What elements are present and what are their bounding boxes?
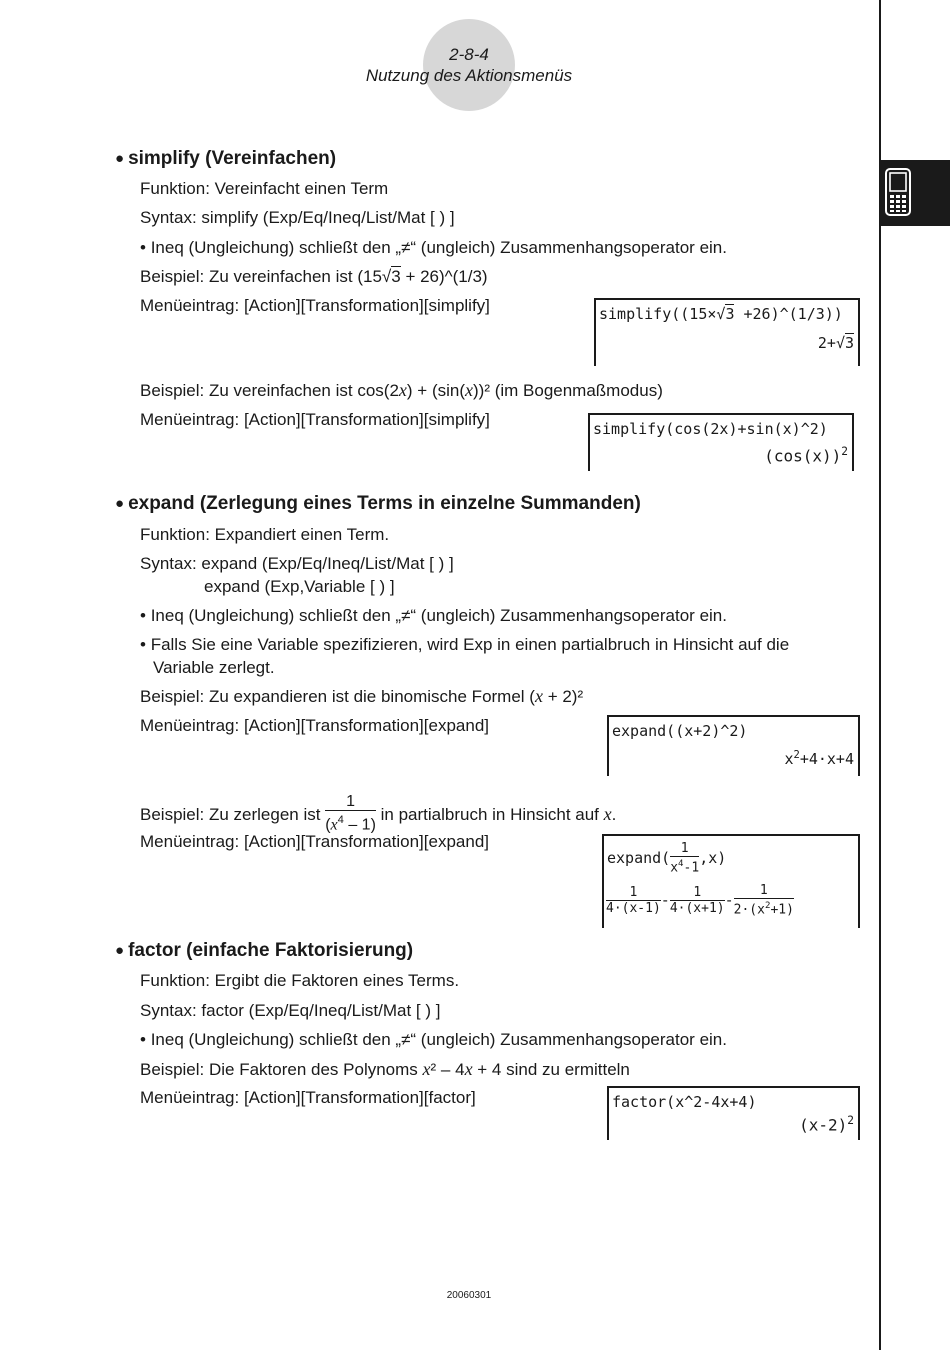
simplify-bullet: • Ineq (Ungleichung) schließt den „≠“ (ungleich) Zusammenhangsoperator ein. bbox=[140, 238, 727, 257]
screen-factor bbox=[607, 1086, 860, 1140]
screen-expand-1 bbox=[607, 715, 860, 776]
chapter-tab bbox=[881, 160, 950, 226]
expand-heading: ● expand (Zerlegung eines Terms in einzelne Summanden) bbox=[115, 493, 641, 514]
factor-bullet: • Ineq (Ungleichung) schließt den „≠“ (ungleich) Zusammenhangsoperator ein. bbox=[140, 1030, 727, 1049]
screen-input: expand( $\frac{1}{x^4-1}$ ,x) bbox=[607, 841, 727, 876]
expand-example-1: Beispiel: Zu expandieren ist die binomische Formel (x + 2)² bbox=[140, 686, 584, 706]
factor-syntax: Syntax: factor (Exp/Eq/Ineq/List/Mat [ ) ] bbox=[140, 1001, 441, 1020]
screen-simplify-1 bbox=[594, 298, 860, 366]
expand-bullet-2: • Falls Sie eine Variable spezifizieren, wird Exp in einen partialbruch in Hinsicht auf die bbox=[140, 635, 790, 654]
screen-output: $\frac{1}{4\cdot(x-1)}$ - $\frac{1}{4\cdot(x+1)}$ - $\frac{1}{2\cdot(x^2+1)}$ bbox=[606, 883, 794, 918]
header-circle bbox=[423, 19, 515, 111]
screen-output: $(x-2)^2$ bbox=[799, 1114, 854, 1135]
calculator-icon bbox=[885, 168, 911, 216]
screen-simplify-2 bbox=[588, 413, 854, 471]
factor-function: Funktion: Ergibt die Faktoren eines Terms. bbox=[140, 971, 460, 990]
screen-input: simplify((15×√3 +26)^(1/3)) bbox=[599, 305, 843, 323]
simplify-menu-1: Menüeintrag: [Action][Transformation][simplify] bbox=[140, 296, 490, 315]
screen-output: 2+√3 bbox=[817, 334, 854, 352]
expand-menu-2: Menüeintrag: [Action][Transformation][expand] bbox=[140, 832, 489, 851]
screen-output: $x^2+4\cdot x+4$ bbox=[784, 749, 854, 768]
footer-date: 20060301 bbox=[446, 1290, 492, 1301]
simplify-example-1: Beispiel: Zu vereinfachen ist (15√3 + 26)^(1/3) bbox=[140, 267, 488, 286]
simplify-example-2: Beispiel: Zu vereinfachen ist cos(2x) + (sin(x))² (im Bogenmaßmodus) bbox=[140, 380, 663, 400]
screen-input: simplify(cos(2x)+sin(x)^2) bbox=[593, 420, 828, 438]
simplify-syntax: Syntax: simplify (Exp/Eq/Ineq/List/Mat [ ) ] bbox=[140, 208, 455, 227]
expand-bullet-1: • Ineq (Ungleichung) schließt den „≠“ (ungleich) Zusammenhangsoperator ein. bbox=[140, 606, 727, 625]
expand-function: Funktion: Expandiert einen Term. bbox=[140, 525, 390, 544]
expand-syntax-2: expand (Exp,Variable [ ) ] bbox=[204, 577, 395, 596]
screen-expand-2 bbox=[602, 834, 860, 928]
expand-example-2: Beispiel: Zu zerlegen ist $\frac{1}{(x^4 - 1)}$ in partialbruch in Hinsicht auf x. bbox=[140, 792, 617, 834]
screen-input: expand((x+2)^2) bbox=[612, 722, 748, 740]
expand-bullet-2-cont: Variable zerlegt. bbox=[153, 658, 275, 677]
factor-menu: Menüeintrag: [Action][Transformation][factor] bbox=[140, 1088, 476, 1107]
expand-menu-1: Menüeintrag: [Action][Transformation][expand] bbox=[140, 716, 489, 735]
simplify-heading: ● simplify (Vereinfachen) bbox=[115, 148, 337, 169]
screen-input: factor(x^2-4x+4) bbox=[612, 1093, 757, 1111]
expand-syntax-1: Syntax: expand (Exp/Eq/Ineq/List/Mat [ ) ] bbox=[140, 554, 454, 573]
page-title: Nutzung des Aktionsmenüs bbox=[365, 66, 573, 85]
factor-heading: ● factor (einfache Faktorisierung) bbox=[115, 940, 414, 961]
screen-output: $(\cos(x))^2$ bbox=[764, 445, 848, 466]
fraction: $\frac{1}{(x^4 - 1)}$ bbox=[325, 792, 376, 834]
simplify-menu-2: Menüeintrag: [Action][Transformation][simplify] bbox=[140, 410, 490, 429]
factor-example: Beispiel: Die Faktoren des Polynoms x² – 4x + 4 sind zu ermitteln bbox=[140, 1059, 630, 1079]
page-number: 2-8-4 bbox=[449, 45, 489, 64]
simplify-function: Funktion: Vereinfacht einen Term bbox=[140, 179, 389, 198]
